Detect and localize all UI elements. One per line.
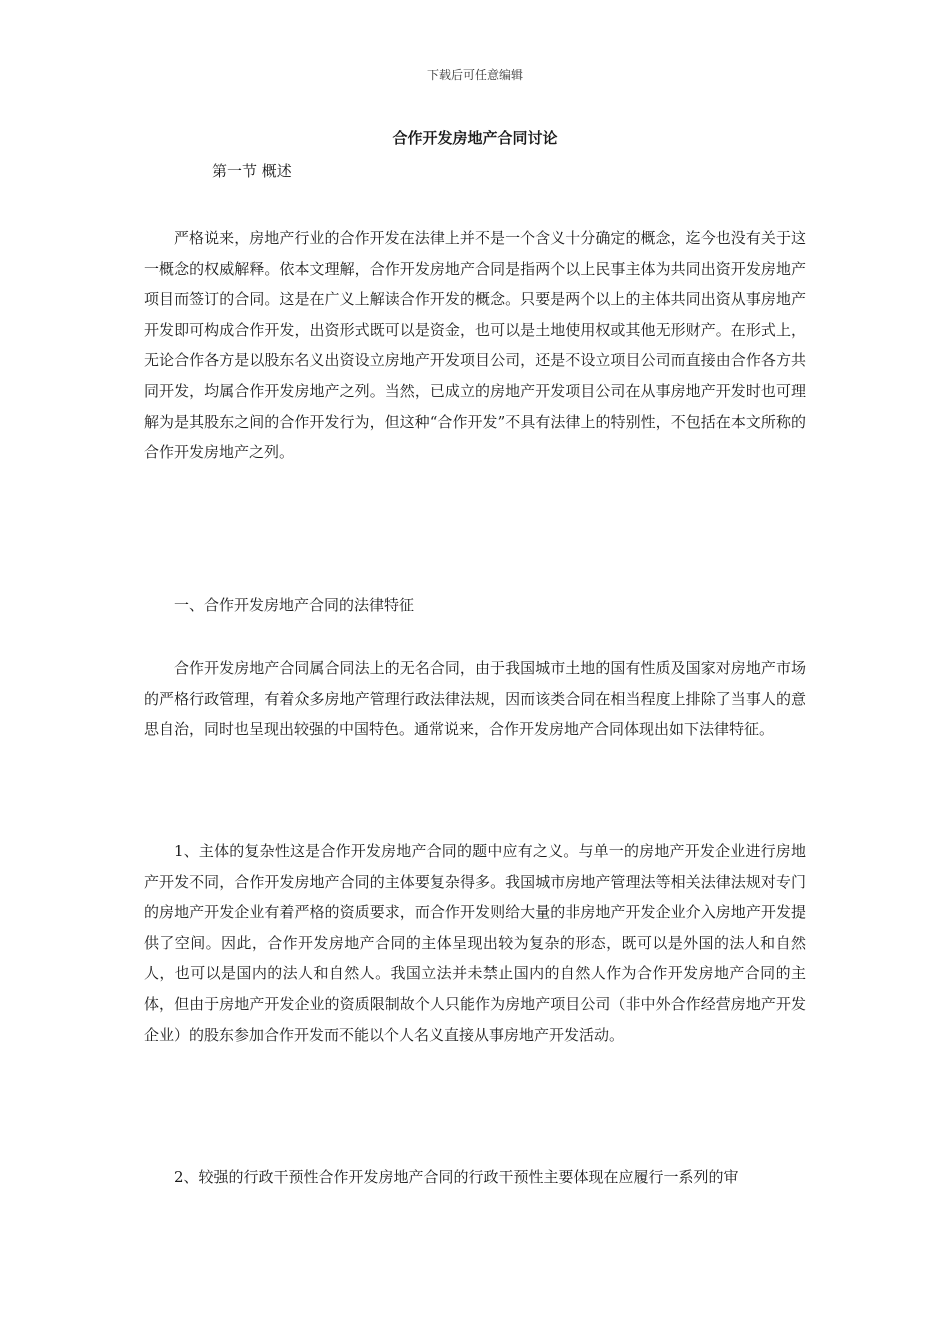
subheading-legal-features: 一、合作开发房地产合同的法律特征 — [174, 596, 415, 614]
paragraph-legal-features: 合作开发房地产合同属合同法上的无名合同，由于我国城市土地的国有性质及国家对房地产市场的严格行政管理，有着众多房地产管理行政法律法规，因而该类合同在相当程度上排除了当事人的意思自治，同时也呈现出较强的中国特色。通常说来，合作开发房地产合同体现出如下法律特征。 — [144, 659, 806, 739]
paragraph-point-1: 1、主体的复杂性这是合作开发房地产合同的题中应有之义。与单一的房地产开发企业进行房地产开发不同，合作开发房地产合同的主体要复杂得多。我国城市房地产管理法等相关法律法规对专门的房地产开发企业有着严格的资质要求，而合作开发则给大量的非房地产开发企业介入房地产开发提供了空间。因此，合作开发房地产合同的主体呈现出较为复杂的形态，既可以是外国的法人和自然人，也可以是国内的法人和自然人。我国立法并未禁止国内的自然人作为合作开发房地产合同的主体，但由于房地产开发企业的资质限制故个人只能作为房地产项目公司（非中外合作经营房地产开发企业）的股东参加合作开发而不能以个人名义直接从事房地产开发活动。 — [144, 842, 806, 1044]
section-heading: 第一节 概述 — [212, 162, 292, 180]
document-title: 合作开发房地产合同讨论 — [392, 129, 558, 147]
page-header: 下载后可任意编辑 — [426, 68, 523, 82]
paragraph-overview: 严格说来，房地产行业的合作开发在法律上并不是一个含义十分确定的概念，迄今也没有关于这一概念的权威解释。依本文理解，合作开发房地产合同是指两个以上民事主体为共同出资开发房地产项目而签订的合同。这是在广义上解读合作开发的概念。只要是两个以上的主体共同出资从事房地产开发即可构成合作开发，出资形式既可以是资金，也可以是土地使用权或其他无形财产。在形式上，无论合作各方是以股东名义出资设立房地产开发项目公司，还是不设立项目公司而直接由合作各方共同开发，均属合作开发房地产之列。当然，已成立的房地产开发项目公司在从事房地产开发时也可理解为是其股东之间的合作开发行为，但这种“合作开发”不具有法律上的特别性，不包括在本文所称的合作开发房地产之列。 — [144, 229, 806, 462]
paragraph-point-2: 2、较强的行政干预性合作开发房地产合同的行政干预性主要体现在应履行一系列的审 — [174, 1168, 739, 1186]
